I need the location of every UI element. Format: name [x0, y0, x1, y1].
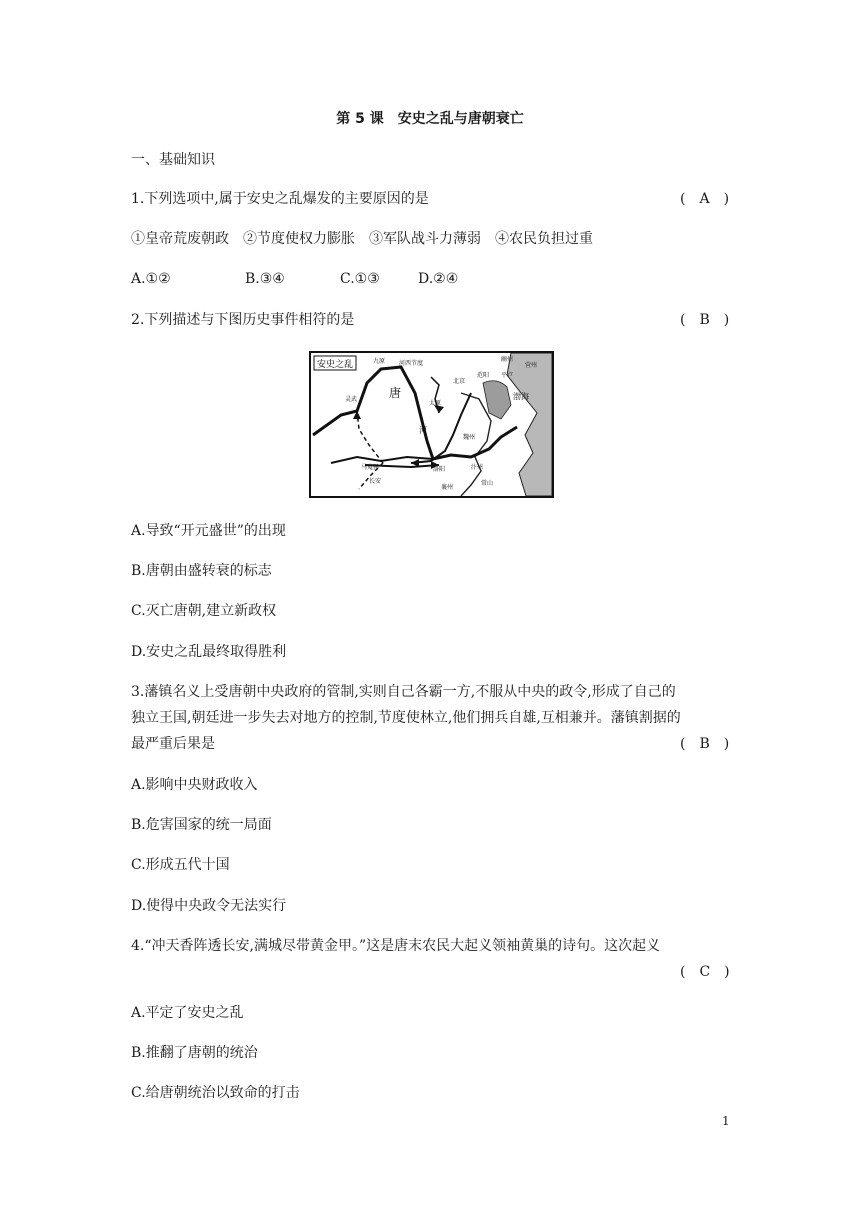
- q3-answer: ( B ): [680, 736, 730, 752]
- map-label: 唐: [389, 386, 402, 400]
- map-label: 汴州: [471, 464, 484, 471]
- q2-option-b: B.唐朝由盛转衰的标志: [131, 563, 272, 579]
- q4-answer: ( C ): [680, 964, 730, 980]
- map-label: 灵武: [345, 396, 358, 403]
- q4-option-b: B.推翻了唐朝的统治: [131, 1045, 258, 1061]
- map-label: 长安: [369, 478, 382, 485]
- q3-stem-line-2: 独立王国,朝廷进一步失去对地方的控制,节度使林立,他们拥兵自雄,互相兼并。藩镇割据的: [131, 710, 681, 726]
- q1-option-a: A.①②: [131, 271, 171, 287]
- map-label: 营州: [525, 362, 538, 369]
- q1-stem: 1.下列选项中,属于安史之乱爆发的主要原因的是: [131, 191, 429, 207]
- map-label: 河西节度: [399, 360, 424, 367]
- q4-option-a: A.平定了安史之乱: [131, 1005, 244, 1021]
- section-heading: 一、基础知识: [131, 152, 215, 168]
- q2-option-d: D.安史之乱最终取得胜利: [131, 644, 287, 660]
- q1-answer: ( A ): [680, 191, 730, 207]
- map-label: 魏州: [463, 434, 476, 441]
- map-label: 常山: [481, 480, 494, 487]
- q3-stem-line-1: 3.藩镇名义上受唐朝中央政府的管制,实则自己各霸一方,不服从中央的政令,形成了自己的: [131, 684, 676, 700]
- map-label: 襄州: [441, 484, 454, 491]
- map-label: 渤海: [513, 392, 529, 401]
- map-drawing: [311, 353, 552, 496]
- q4-stem: 4.“冲天香阵透长安,满城尽带黄金甲。”这是唐末农民大起义领袖黄巢的诗句。这次起义: [131, 938, 661, 954]
- q3-option-d: D.使得中央政令无法实行: [131, 898, 287, 914]
- map-label: 九原: [373, 358, 386, 365]
- map-label: 幽州: [501, 356, 514, 363]
- q1-option-b: B.③④: [245, 271, 285, 287]
- q2-option-c: C.灭亡唐朝,建立新政权: [131, 603, 277, 619]
- map-label: 太原: [429, 400, 442, 407]
- map-label: 范阳: [477, 372, 490, 379]
- page-title: 第 5 课 安史之乱与唐朝衰亡: [336, 111, 524, 127]
- q4-option-c: C.给唐朝统治以致命的打击: [131, 1085, 300, 1101]
- q3-option-b: B.危害国家的统一局面: [131, 817, 272, 833]
- q3-option-a: A.影响中央财政收入: [131, 777, 258, 793]
- q1-options: [131, 269, 458, 289]
- map-label: 平卢: [501, 372, 514, 379]
- map-label: 洛阳: [433, 466, 446, 473]
- q1-statements: ①皇帝荒废朝政 ②节度使权力膨胀 ③军队战斗力薄弱 ④农民负担过重: [131, 231, 593, 247]
- map-label: 北京: [453, 378, 466, 385]
- q2-option-a: A.导致“开元盛世”的出现: [131, 523, 286, 539]
- q3-stem-line-3: 最严重后果是: [131, 736, 215, 752]
- q2-answer: ( B ): [680, 312, 730, 328]
- page-number: 1: [722, 1114, 730, 1128]
- q1-option-c: C.①③: [340, 271, 380, 287]
- q1-option-d: D.②④: [418, 271, 459, 287]
- q2-stem: 2.下列描述与下图历史事件相符的是: [131, 312, 355, 328]
- map-legend: 安史之乱: [316, 360, 354, 370]
- map-label: 马嵬驿: [361, 464, 380, 471]
- an-shi-rebellion-map: [309, 351, 554, 498]
- map-label: 河: [419, 426, 427, 435]
- q3-option-c: C.形成五代十国: [131, 857, 230, 873]
